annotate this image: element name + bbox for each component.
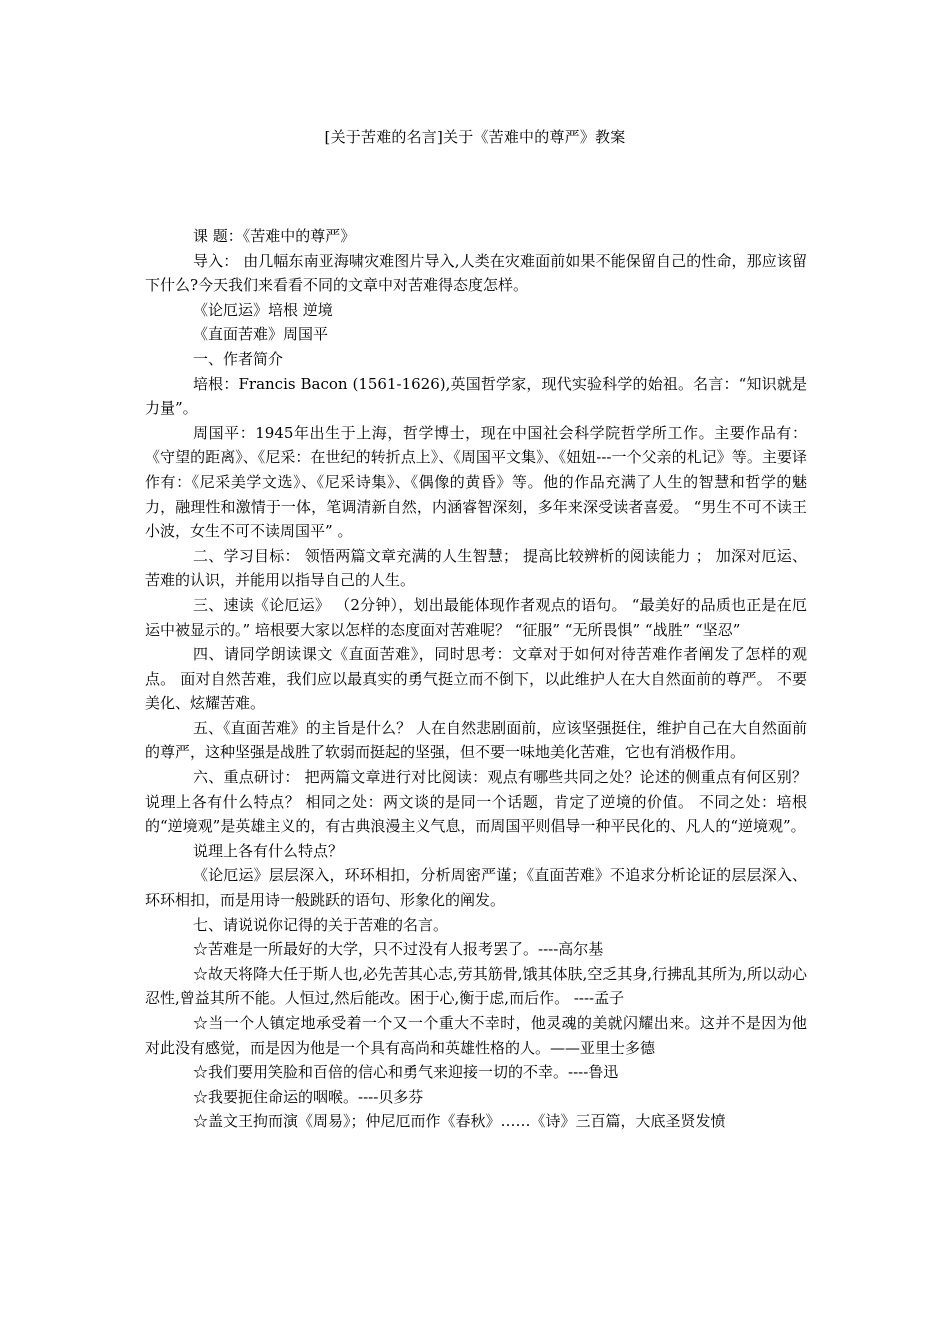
learning-goals-paragraph: 二、学习目标： 领悟两篇文章充满的人生智慧； 提高比较辨析的阅读能力 ； 加深对厄运、苦难的认识，并能用以指导自己的人生。	[145, 546, 807, 590]
quote-item: ☆苦难是一所最好的大学，只不过没有人报考罢了。----高尔基	[193, 940, 604, 959]
introduction-paragraph: 导入： 由几幅东南亚海啸灾难图片导入,人类在灾难面前如果不能保留自己的性命，那应该留下什么?今天我们来看看不同的文章中对苦难得态度怎样。	[145, 251, 807, 295]
section-heading-authors: 一、作者简介	[193, 349, 284, 368]
lesson-topic-line: 课 题：《苦难中的尊严》	[193, 227, 356, 245]
key-discussion-paragraph: 六、重点研讨： 把两篇文章进行对比阅读：观点有哪些共同之处？论述的侧重点有何区别？说理上各有什么特点？ 相同之处：两文谈的是同一个话题，肯定了逆境的价值。 不同之处：培根的“逆境观”是英雄主义的，有古典浪漫主义气息，而周国平则倡导一种平民化的、凡人的“逆境观”。	[145, 768, 807, 836]
reasoning-answer-paragraph: 《论厄运》层层深入，环环相扣，分析周密严谨；《直面苦难》不追求分析论证的层层深入、环环相扣，而是用诗一般跳跃的语句、形象化的阐发。	[145, 866, 807, 910]
document-body	[145, 224, 807, 1134]
quote-item: ☆当一个人镇定地承受着一个又一个重大不幸时，他灵魂的美就闪耀出来。这并不是因为他对此没有感觉，而是因为他是一个具有高尚和英雄性格的人。——亚里士多德	[145, 1014, 807, 1057]
speed-reading-paragraph: 三、速读《论厄运》 （2分钟），划出最能体现作者观点的语句。 “最美好的品质也正是在厄运中被显示的。” 培根要大家以怎样的态度面对苦难呢？ “征服” “无所畏惧” “战胜” “坚忍”	[145, 595, 807, 639]
main-idea-paragraph: 五、《直面苦难》的主旨是什么？ 人在自然悲剧面前，应该坚强挺住，维护自己在大自然面前的尊严，这种坚强是战胜了软弱而挺起的坚强，但不要一味地美化苦难，它也有消极作用。	[145, 718, 807, 762]
quotes-section-heading: 七、请说说你记得的关于苦难的名言。	[193, 915, 449, 934]
reading-aloud-paragraph: 四、请同学朗读课文《直面苦难》，同时思考：文章对于如何对待苦难作者阐发了怎样的观点。 面对自然苦难，我们应以最真实的勇气挺立而不倒下，以此维护人在大自然面前的尊严。 不要美化、炫耀苦难。	[145, 645, 807, 713]
reasoning-question: 说理上各有什么特点？	[193, 841, 344, 860]
quote-item: ☆盖文王拘而演《周易》；仲尼厄而作《春秋》……《诗》三百篇，大底圣贤发愤	[193, 1112, 726, 1131]
text-reference-bacon: 《论厄运》培根 逆境	[193, 300, 333, 319]
author-zhou-paragraph: 周国平：1945年出生于上海，哲学博士，现在中国社会科学院哲学所工作。主要作品有：《守望的距离》、《尼采：在世纪的转折点上》、《周国平文集》、《妞妞---一个父亲的札记》等。主要译作有：《尼采美学文选》、《尼采诗集》、《偶像的黄昏》等。他的作品充满了人生的智慧和哲学的魅力，融理性和激情于一体，笔调清新自然，内涵睿智深刻，多年来深受读者喜爱。 “男生不可不读王小波，女生不可不读周国平” 。	[145, 423, 807, 541]
author-bacon-paragraph: 培根：Francis Bacon (1561-1626),英国哲学家，现代实验科学的始祖。名言：“知识就是力量”。	[145, 374, 807, 418]
quote-item: ☆我们要用笑脸和百倍的信心和勇气来迎接一切的不幸。----鲁迅	[193, 1063, 619, 1082]
document-title: [关于苦难的名言]关于《苦难中的尊严》教案	[324, 128, 626, 146]
quote-item: ☆我要扼住命运的咽喉。----贝多芬	[193, 1087, 424, 1106]
quote-item: ☆故天将降大任于斯人也,必先苦其心志,劳其筋骨,饿其体肤,空乏其身,行拂乱其所为,所以动心忍性,曾益其所不能。人恒过,然后能改。困于心,衡于虑,而后作。 ----孟子	[145, 964, 807, 1008]
text-reference-zhou: 《直面苦难》周国平	[193, 325, 329, 344]
